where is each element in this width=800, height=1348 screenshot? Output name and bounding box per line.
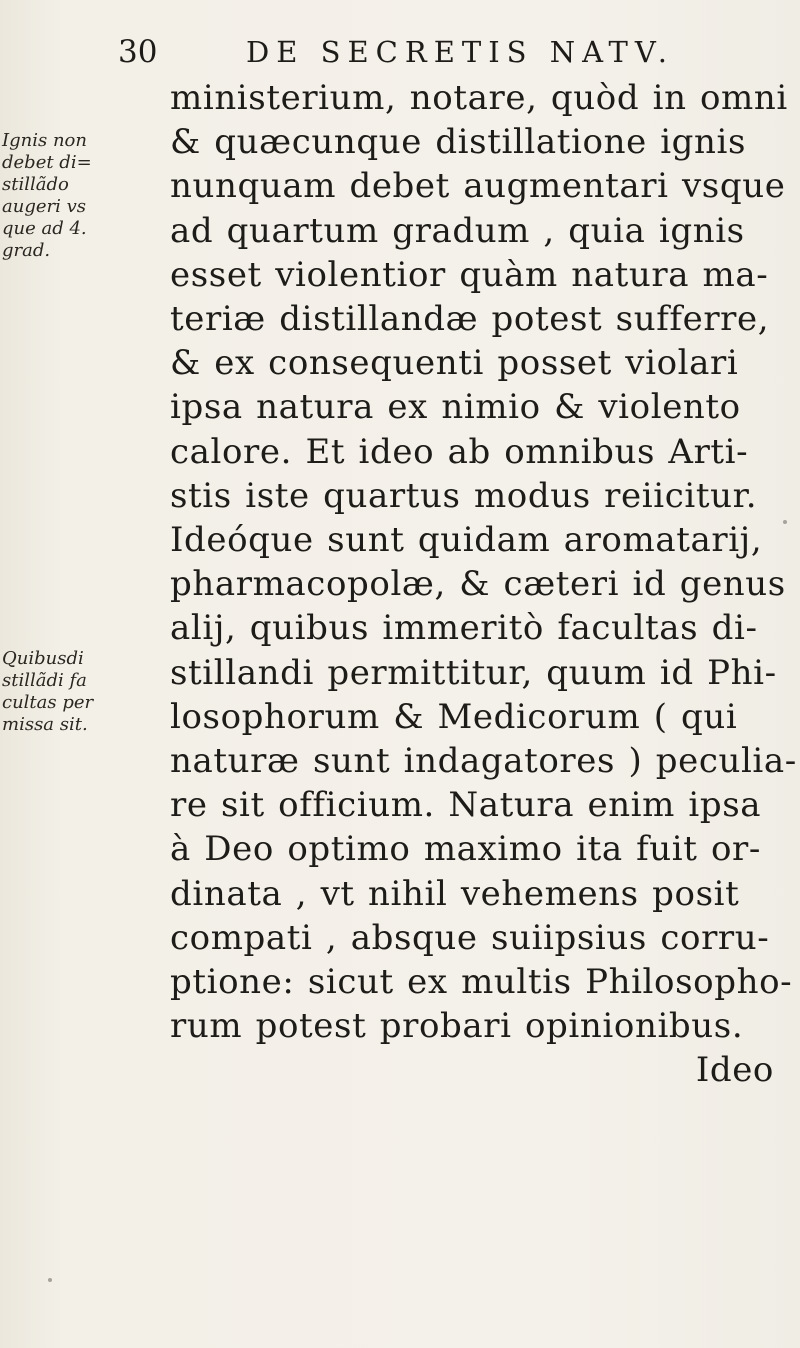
margin-note-line: stillãdi fa (2, 670, 87, 691)
text-line: Ideóque sunt quidam aromatarij, (170, 520, 763, 561)
page-number: 30 (118, 34, 158, 70)
margin-note-line: Quibusdi (2, 648, 84, 669)
margin-note-line: grad. (2, 240, 51, 261)
text-line: & quæcunque distillatione ignis (170, 122, 747, 163)
margin-note-line: cultas per (2, 692, 94, 713)
text-line: ministerium, notare, quòd in omni (170, 78, 788, 118)
margin-note-line: debet di= (2, 152, 92, 173)
text-line: à Deo optimo maximo ita fuit or- (170, 829, 761, 870)
text-line: nunquam debet augmentari vsque (170, 166, 786, 207)
page-header (118, 28, 718, 76)
text-line: compati , absque suiipsius corru- (170, 917, 770, 958)
text-line: esset violentior quàm natura ma- (170, 254, 769, 295)
text-line: pharmacopolæ, & cæteri id genus (170, 564, 786, 605)
margin-note-fire-degree (2, 130, 158, 262)
catchword: Ideo (695, 1050, 774, 1091)
margin-note-line: missa sit. (2, 714, 88, 735)
text-line: alij, quibus immeritò facultas di- (170, 608, 758, 649)
text-line: & ex consequenti posset violari (170, 343, 739, 384)
text-line: teriæ distillandæ potest sufferre, (170, 299, 770, 340)
text-line: dinata , vt nihil vehemens posit (170, 873, 740, 914)
text-line: calore. Et ideo ab omnibus Arti- (170, 431, 749, 472)
margin-note-line: que ad 4. (2, 218, 87, 239)
text-line: re sit officium. Natura enim ipsa (170, 785, 762, 826)
text-line: ipsa natura ex nimio & violento (170, 387, 741, 428)
text-line: naturæ sunt indagatores ) peculia- (170, 741, 797, 782)
margin-note-line: Ignis non (2, 130, 87, 151)
text-line: ptione: sicut ex multis Philosopho- (170, 962, 793, 1003)
text-line: losophorum & Medicorum ( qui (170, 696, 738, 737)
paper-speck (783, 520, 787, 524)
paper-speck (48, 1278, 52, 1282)
running-head: DE SECRETIS NATV. (246, 35, 674, 69)
margin-note-distilling-permission (2, 648, 158, 736)
main-text-block (170, 76, 797, 1093)
text-line: stillandi permittitur, quum id Phi- (170, 652, 777, 693)
text-line: rum potest probari opinionibus. (170, 1006, 744, 1047)
text-line: ad quartum gradum , quia ignis (170, 210, 745, 251)
margin-note-line: augeri vs (2, 196, 86, 217)
margin-note-line: stillãdo (2, 174, 69, 195)
text-line: stis iste quartus modus reiicitur. (170, 475, 758, 516)
